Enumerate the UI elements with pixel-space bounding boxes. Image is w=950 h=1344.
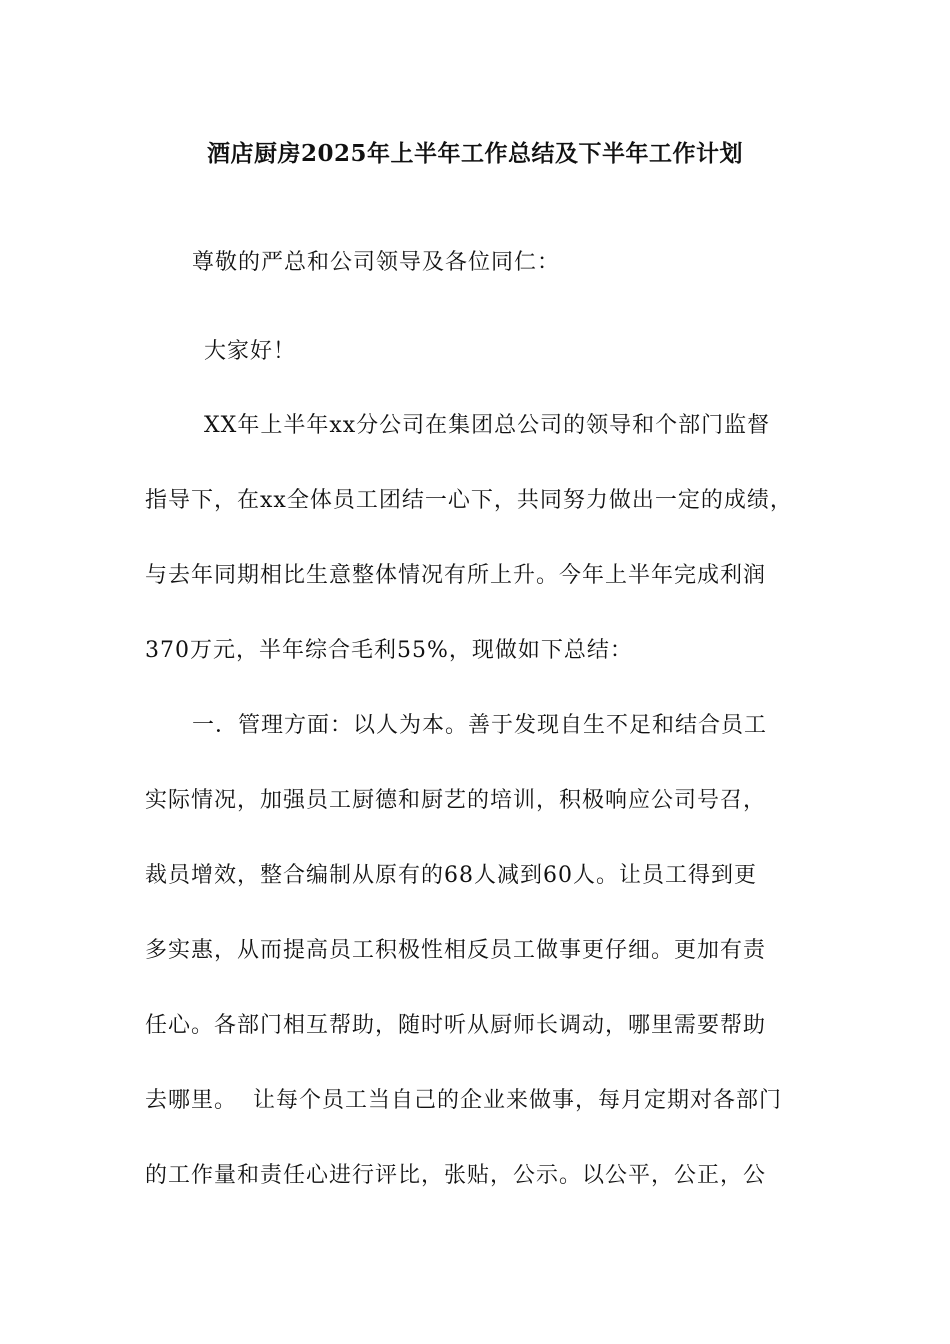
body-line-5: 一．管理方面：以人为本。善于发现自生不足和结合员工 <box>192 713 768 738</box>
body-line-7: 裁员增效，整合编制从原有的68人减到60人。让员工得到更 <box>145 863 757 888</box>
body-line-11: 的工作量和责任心进行评比，张贴，公示。以公平，公正，公 <box>145 1163 767 1188</box>
body-line-4: 370万元，半年综合毛利55%，现做如下总结： <box>145 638 633 663</box>
body-line-10: 去哪里。 让每个员工当自己的企业来做事，每月定期对各部门 <box>145 1088 782 1113</box>
greeting: 大家好！ <box>204 339 297 364</box>
document-title: 酒店厨房2025年上半年工作总结及下半年工作计划 <box>206 140 743 167</box>
body-line-8: 多实惠，从而提高员工积极性相反员工做事更仔细。更加有责 <box>145 938 767 963</box>
body-line-9: 任心。各部门相互帮助，随时听从厨师长调动，哪里需要帮助 <box>145 1013 767 1038</box>
body-line-3: 与去年同期相比生意整体情况有所上升。今年上半年完成利润 <box>145 563 767 588</box>
body-line-6: 实际情况，加强员工厨德和厨艺的培训，积极响应公司号召， <box>145 788 767 813</box>
body-line-1: XX年上半年xx分公司在集团总公司的领导和个部门监督 <box>204 413 771 438</box>
salutation: 尊敬的严总和公司领导及各位同仁： <box>192 250 561 275</box>
body-line-2: 指导下，在xx全体员工团结一心下，共同努力做出一定的成绩， <box>145 488 793 513</box>
